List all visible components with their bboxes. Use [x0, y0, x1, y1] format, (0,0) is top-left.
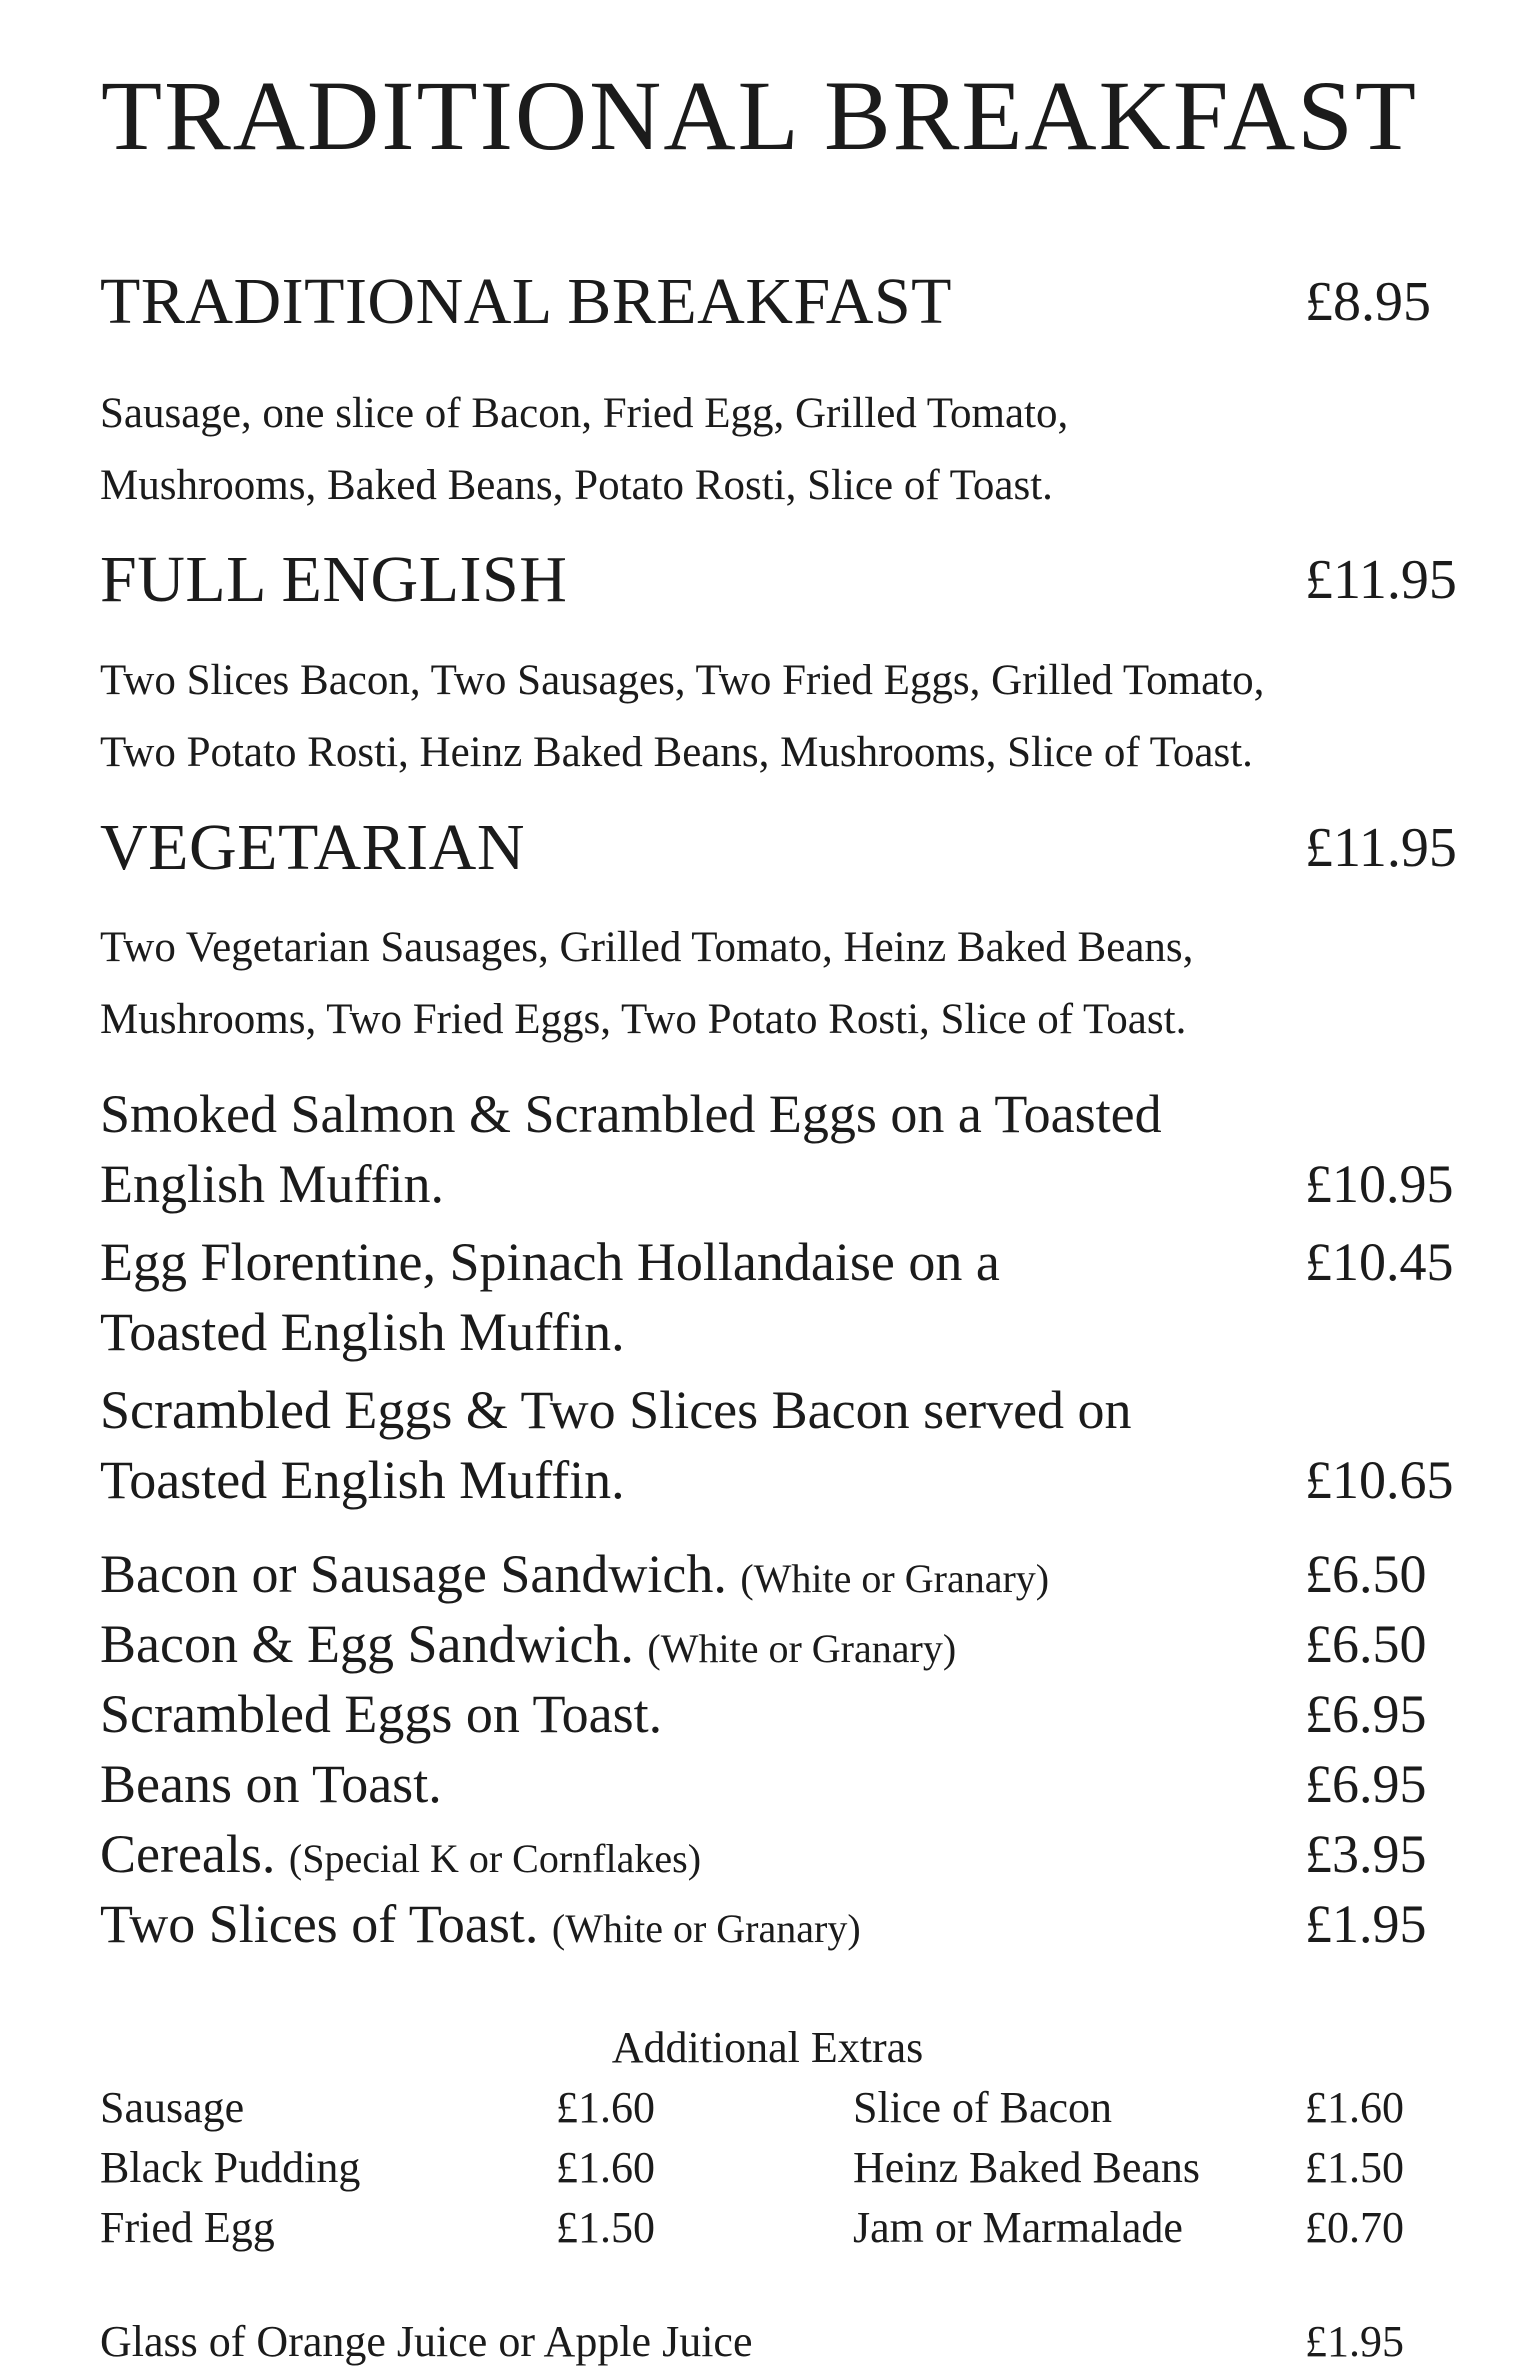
extra-name: Black Pudding	[100, 2143, 361, 2192]
extra-name: Heinz Baked Beans	[853, 2143, 1200, 2192]
section-desc-line: Sausage, one slice of Bacon, Fried Egg, Grilled Tomato,	[100, 390, 1069, 437]
juice-name: Glass of Orange Juice or Apple Juice	[100, 2317, 753, 2366]
section-name-traditional: TRADITIONAL BREAKFAST	[100, 265, 952, 338]
item-note: (Special K or Cornflakes)	[288, 1836, 702, 1881]
item-line: Toasted English Muffin.	[100, 1450, 625, 1510]
item-line: Smoked Salmon & Scrambled Eggs on a Toasted	[100, 1084, 1162, 1144]
extra-name: Fried Egg	[100, 2203, 275, 2252]
menu-item	[100, 1538, 1049, 1615]
extra-price: £1.50	[1305, 2143, 1404, 2192]
item-name: Bacon or Sausage Sandwich.	[100, 1544, 741, 1604]
menu-title: TRADITIONAL BREAKFAST	[101, 60, 1418, 171]
item-price: £10.45	[1305, 1232, 1454, 1292]
section-desc-line: Two Potato Rosti, Heinz Baked Beans, Mushrooms, Slice of Toast.	[100, 729, 1253, 776]
item-note: (White or Granary)	[740, 1556, 1050, 1601]
menu-item	[100, 1678, 662, 1755]
section-desc-line: Two Slices Bacon, Two Sausages, Two Fried Eggs, Grilled Tomato,	[100, 657, 1265, 704]
item-price: £10.65	[1305, 1450, 1454, 1510]
menu-item	[100, 1748, 442, 1825]
juice-price: £1.95	[1305, 2317, 1404, 2366]
menu-item	[100, 1888, 861, 1965]
item-line: English Muffin.	[100, 1154, 445, 1214]
item-line: Egg Florentine, Spinach Hollandaise on a	[100, 1232, 1000, 1292]
section-price-traditional: £8.95	[1305, 271, 1431, 333]
extra-price: £1.60	[1305, 2083, 1404, 2132]
item-name: Scrambled Eggs on Toast.	[100, 1684, 663, 1744]
section-desc-line: Mushrooms, Baked Beans, Potato Rosti, Slice of Toast.	[100, 462, 1053, 509]
extras-heading: Additional Extras	[611, 2023, 924, 2072]
section-desc-line: Mushrooms, Two Fried Eggs, Two Potato Rosti, Slice of Toast.	[100, 996, 1187, 1043]
item-price: £3.95	[1305, 1824, 1427, 1884]
item-price: £6.50	[1305, 1614, 1427, 1674]
item-name: Bacon & Egg Sandwich.	[100, 1614, 648, 1674]
item-price: £6.95	[1305, 1684, 1427, 1744]
menu-item	[100, 1608, 956, 1685]
item-note: (White or Granary)	[551, 1906, 861, 1951]
item-name: Two Slices of Toast.	[100, 1894, 552, 1954]
section-name-vegetarian: VEGETARIAN	[100, 811, 525, 884]
extra-name: Slice of Bacon	[853, 2083, 1113, 2132]
item-price: £10.95	[1305, 1154, 1454, 1214]
item-price: £6.95	[1305, 1754, 1427, 1814]
item-name: Beans on Toast.	[100, 1754, 442, 1814]
extra-price: £1.50	[556, 2203, 655, 2252]
item-name: Cereals.	[100, 1824, 289, 1884]
extra-price: £1.60	[556, 2143, 655, 2192]
section-desc-line: Two Vegetarian Sausages, Grilled Tomato, Heinz Baked Beans,	[100, 924, 1194, 971]
extra-price: £1.60	[556, 2083, 655, 2132]
item-price: £1.95	[1305, 1894, 1427, 1954]
item-note: (White or Granary)	[647, 1626, 957, 1671]
extra-price: £0.70	[1305, 2203, 1404, 2252]
item-line: Toasted English Muffin.	[100, 1302, 625, 1362]
section-price-vegetarian: £11.95	[1305, 817, 1457, 879]
extra-name: Jam or Marmalade	[853, 2203, 1183, 2252]
item-line: Scrambled Eggs & Two Slices Bacon served on	[100, 1380, 1132, 1440]
extra-name: Sausage	[100, 2083, 245, 2132]
menu-item	[100, 1818, 701, 1895]
item-price: £6.50	[1305, 1544, 1427, 1604]
section-name-full-english: FULL ENGLISH	[100, 543, 568, 616]
section-price-full-english: £11.95	[1305, 549, 1457, 611]
